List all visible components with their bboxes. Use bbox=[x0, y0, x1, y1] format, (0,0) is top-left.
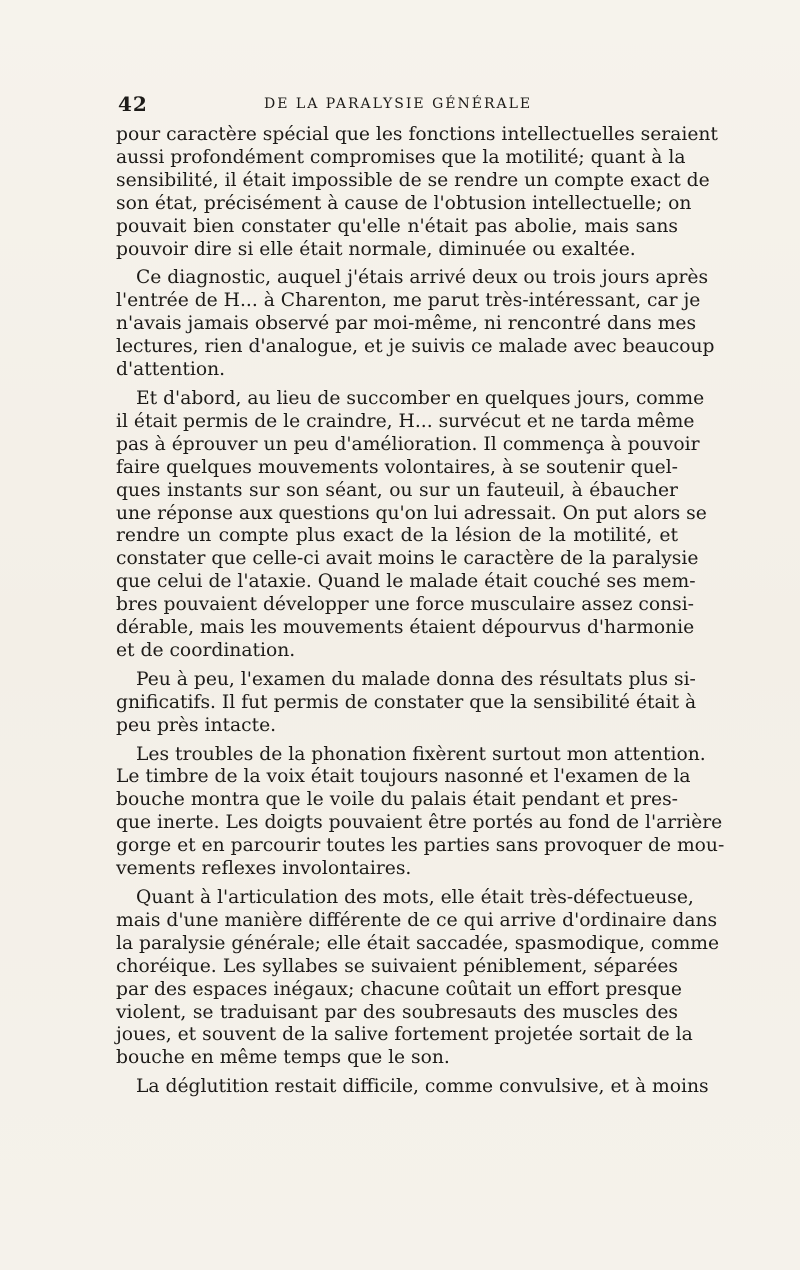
text-line: gorge et en parcourir toutes les parties sans provoquer de mou- bbox=[116, 835, 725, 857]
paragraph bbox=[116, 743, 725, 881]
text-line: gnificatifs. Il fut permis de constater que la sensibilité était à bbox=[116, 691, 697, 713]
text-line: que celui de l'ataxie. Quand le malade était couché ses mem- bbox=[116, 571, 696, 593]
text-line: la paralysie générale; elle était saccadée, spasmodique, comme bbox=[116, 932, 720, 954]
text-line: que inerte. Les doigts pouvaient être portés au fond de l'arrière bbox=[116, 812, 723, 834]
paragraph bbox=[116, 387, 707, 663]
text-line: joues, et souvent de la salive fortement projetée sortait de la bbox=[116, 1024, 693, 1046]
text-line: l'entrée de H... à Charenton, me parut très-intéressant, car je bbox=[116, 290, 701, 312]
text-line: constater que celle-ci avait moins le caractère de la paralysie bbox=[116, 548, 699, 570]
text-line: mais d'une manière différente de ce qui arrive d'ordinaire dans bbox=[116, 909, 718, 931]
text-line: Ce diagnostic, auquel j'étais arrivé deux ou trois jours après bbox=[136, 267, 709, 289]
text-line: peu près intacte. bbox=[116, 714, 277, 736]
page-header bbox=[114, 92, 684, 120]
paragraph bbox=[116, 668, 697, 738]
paragraph bbox=[116, 267, 715, 382]
text-line: pouvoir dire si elle était normale, diminuée ou exaltée. bbox=[116, 238, 636, 260]
text-line: Les troubles de la phonation fixèrent surtout mon attention. bbox=[136, 743, 706, 765]
text-line: violent, se traduisant par des soubresauts des muscles des bbox=[116, 1001, 678, 1023]
text-line: son état, précisément à cause de l'obtusion intellectuelle; on bbox=[116, 192, 692, 214]
text-line: Le timbre de la voix était toujours nasonné et l'examen de la bbox=[116, 766, 691, 788]
paragraph bbox=[116, 1076, 709, 1099]
text-line: dérable, mais les mouvements étaient dépourvus d'harmonie bbox=[116, 617, 695, 639]
text-line: une réponse aux questions qu'on lui adressait. On put alors se bbox=[116, 502, 707, 524]
text-line: vements reflexes involontaires. bbox=[116, 858, 412, 880]
text-line: par des espaces inégaux; chacune coûtait un effort presque bbox=[116, 978, 682, 1000]
text-line: rendre un compte plus exact de la lésion de la motilité, et bbox=[116, 525, 678, 547]
text-line: il était permis de le craindre, H... survécut et ne tarda même bbox=[116, 410, 695, 432]
text-line: et de coordination. bbox=[116, 639, 296, 661]
text-line: bouche en même temps que le son. bbox=[116, 1047, 450, 1069]
text-line: bouche montra que le voile du palais était pendant et pres- bbox=[116, 789, 678, 811]
body-text bbox=[116, 124, 725, 1099]
text-line: pour caractère spécial que les fonctions intellectuelles seraient bbox=[116, 124, 718, 145]
text-line: bres pouvaient développer une force musculaire assez consi- bbox=[116, 594, 694, 616]
text-line: Peu à peu, l'examen du malade donna des résultats plus si- bbox=[136, 668, 696, 690]
paragraph bbox=[116, 124, 718, 261]
running-title: DE LA PARALYSIE GÉNÉRALE bbox=[264, 96, 533, 112]
paragraph bbox=[116, 887, 720, 1070]
text-line: aussi profondément compromises que la motilité; quant à la bbox=[116, 146, 686, 168]
page-number: 42 bbox=[118, 92, 148, 116]
text-line: d'attention. bbox=[116, 359, 226, 381]
text-line: La déglutition restait difficile, comme convulsive, et à moins bbox=[136, 1076, 709, 1098]
text-line: Et d'abord, au lieu de succomber en quelques jours, comme bbox=[136, 387, 705, 409]
text-line: sensibilité, il était impossible de se rendre un compte exact de bbox=[116, 169, 710, 191]
text-line: lectures, rien d'analogue, et je suivis ce malade avec beaucoup bbox=[116, 336, 715, 358]
text-line: ques instants sur son séant, ou sur un fauteuil, à ébaucher bbox=[116, 479, 678, 501]
text-line: Quant à l'articulation des mots, elle était très-défectueuse, bbox=[136, 887, 694, 908]
text-line: pas à éprouver un peu d'amélioration. Il commença à pouvoir bbox=[116, 433, 700, 455]
text-line: pouvait bien constater qu'elle n'était pas abolie, mais sans bbox=[116, 215, 678, 237]
text-line: n'avais jamais observé par moi-même, ni rencontré dans mes bbox=[116, 313, 697, 335]
text-line: faire quelques mouvements volontaires, à se soutenir quel- bbox=[116, 456, 678, 478]
text-line: choréique. Les syllabes se suivaient péniblement, séparées bbox=[116, 955, 678, 977]
